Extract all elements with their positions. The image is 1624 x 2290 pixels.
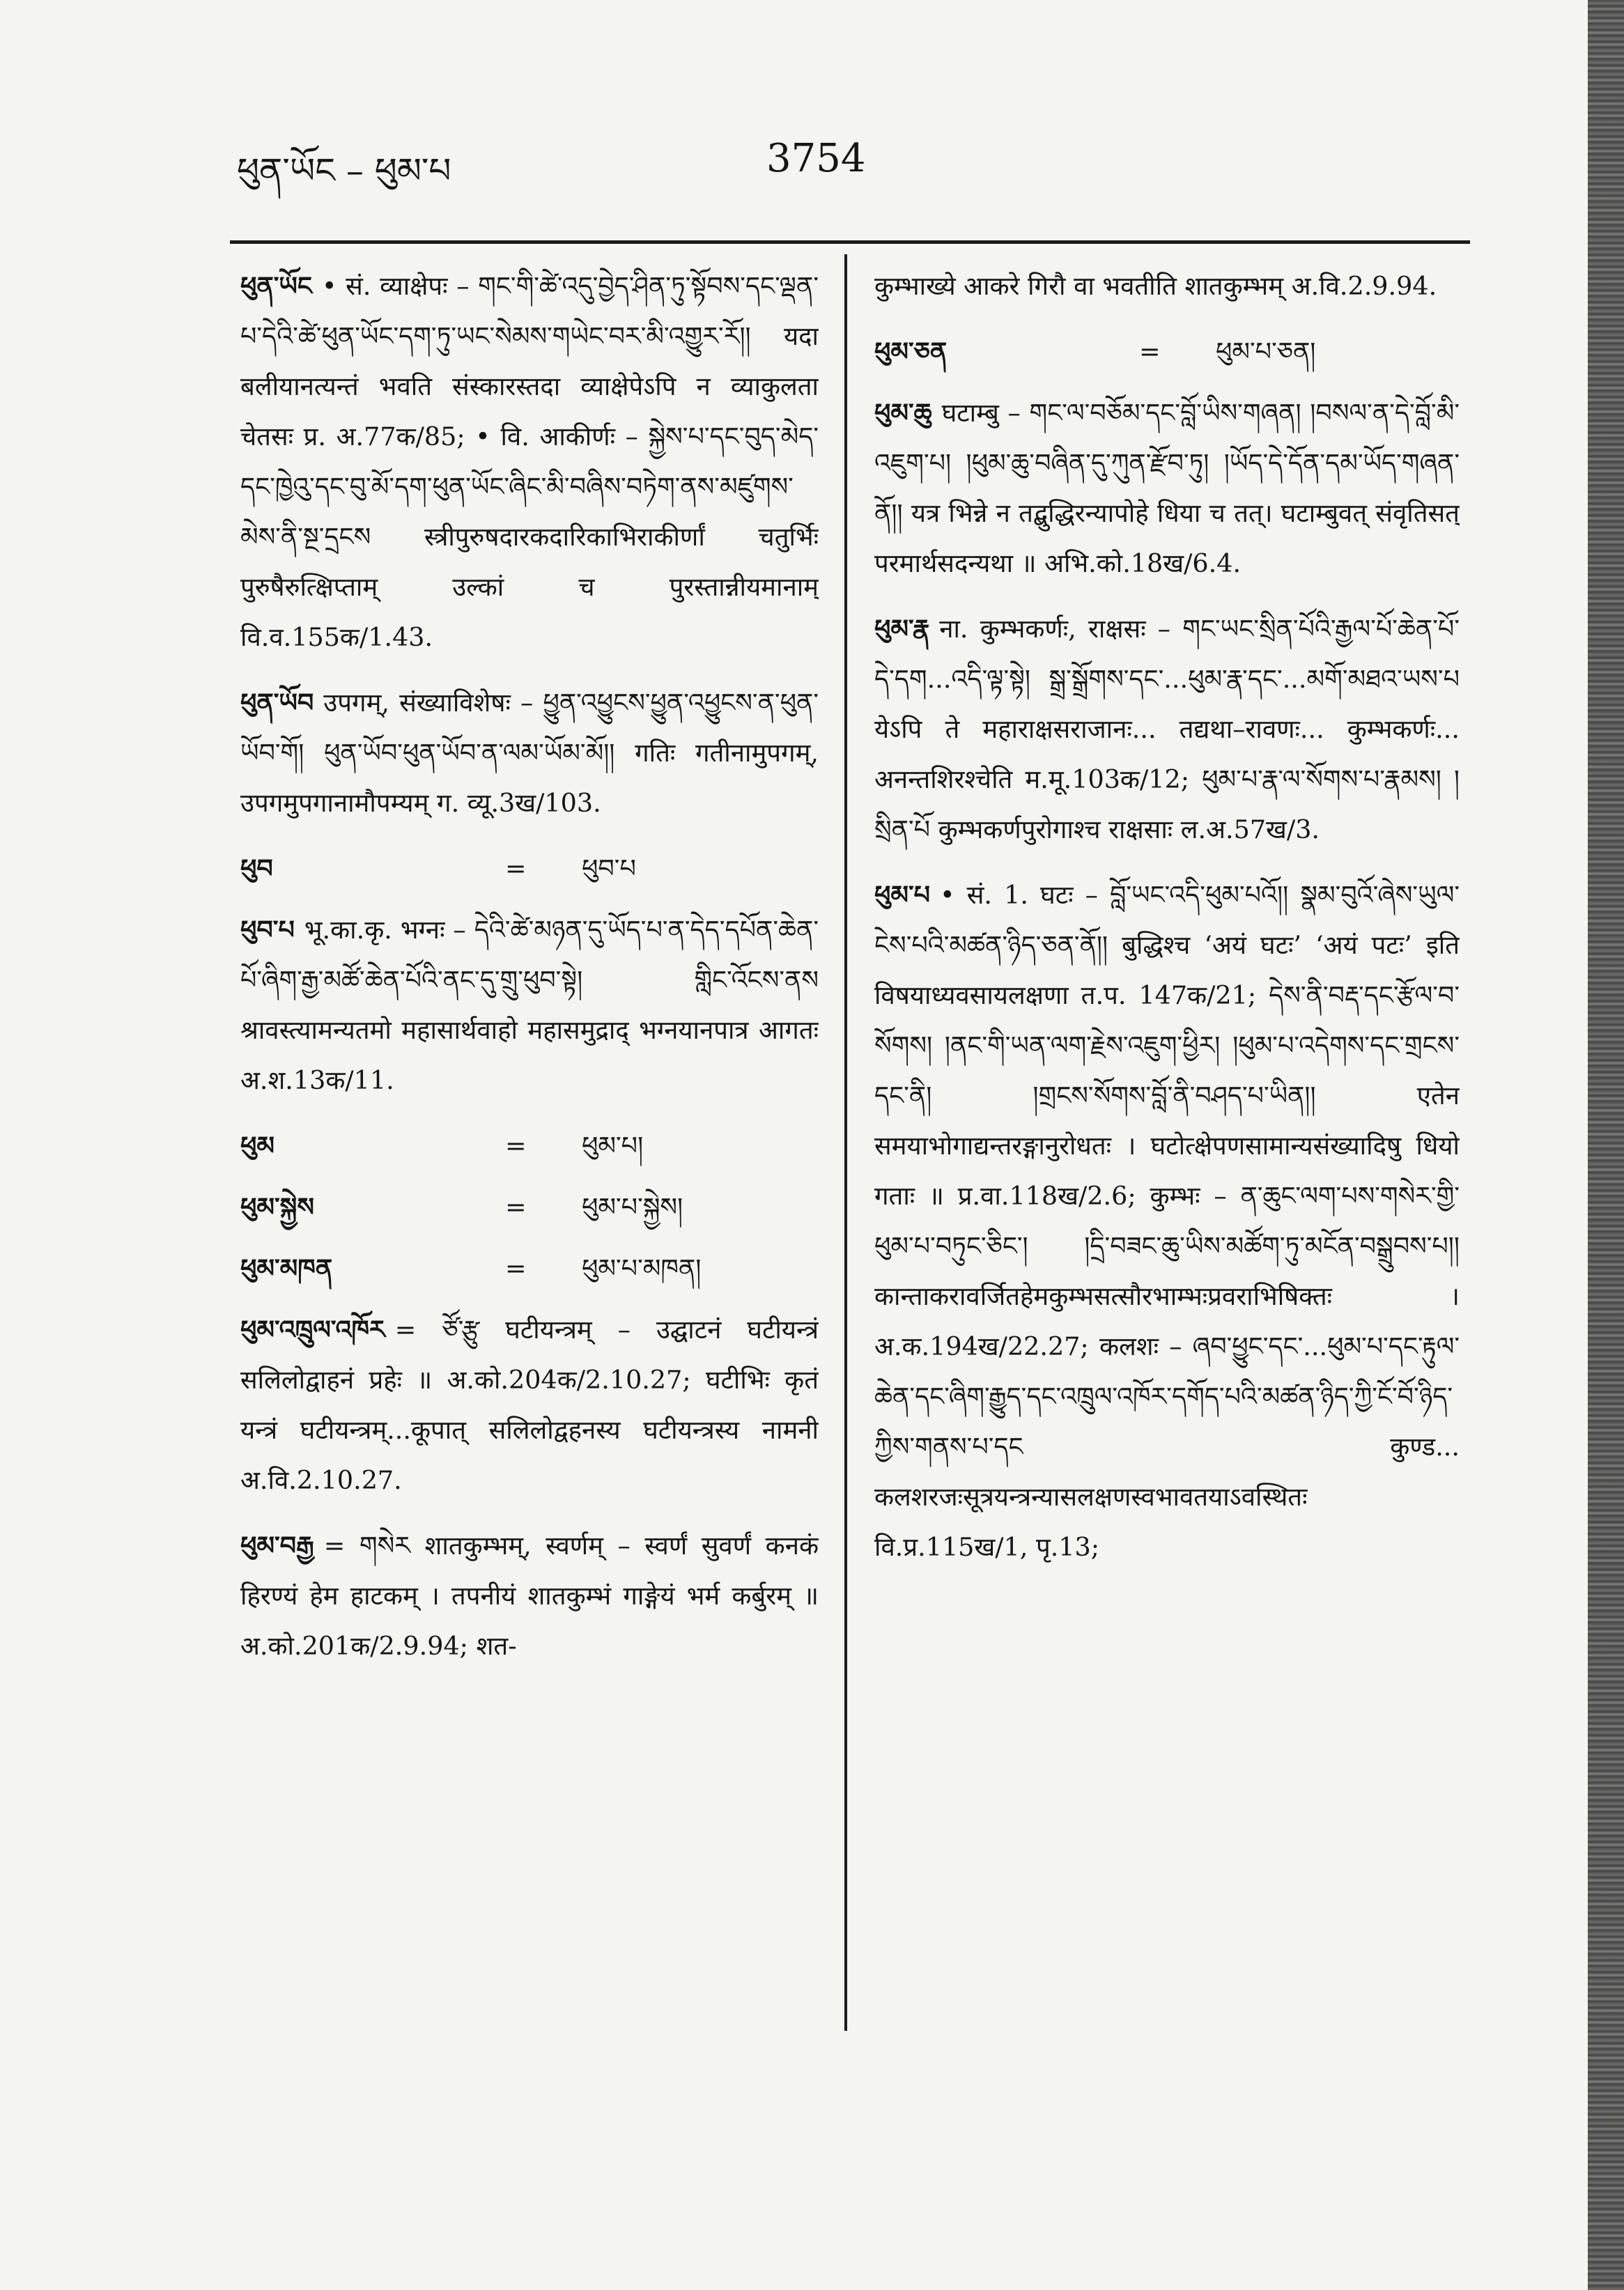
headword: ཕུབ — [240, 853, 273, 883]
dictionary-entry — [240, 261, 819, 663]
headword: ཕུམ་པ — [874, 880, 931, 910]
headword: ཕུམ་བརྒྱ — [240, 1531, 314, 1561]
headword: ཕུམ་སྐྱེས — [240, 1192, 314, 1222]
dictionary-entry — [240, 1521, 819, 1671]
cross-reference-entry — [240, 1121, 819, 1171]
entry-text: • सं. 1. घटः – བློ་ཡང་འདི་ཕུམ་པའོ།། སྣམ་བུའོ་ཞེས་ཡུལ་ངེས་པའི་མཚན་ཉིད་ཅན་ནོ།། बुद्धिश्च ‘अयं घटः’ ‘अयं पटः’ इति विषयाध्यवसायलक्षणा त.प. 147क/21; དེས་ནི་བརྡ་དང་རྩོལ་བ་སོགས། །ནང་གི་ཡན་ལག་རྗེས་འཇུག་ཕྱིར། །ཕུམ་པ་འདེགས་དང་གྲངས་དང་ནི། །གྲངས་སོགས་བློ་ནི་བཤད་པ་ཡིན།། एतेन समयाभोगाद्यन्तरङ्गानुरोधतः । घटोत्क्षेपणसामान्यसंख्यादिषु धियो गताः ॥ प्र.वा.118ख/2.6; कुम्भः – ན་ཆུང་ལག་པས་གསེར་གྱི་ཕུམ་པ་བཏུང་ཅིང་། །དྲི་བཟང་ཆུ་ཡིས་མཚོག་ཏུ་མངོན་བསྒྲུབས་པ།། कान्ताकरावर्जितहेमकुम्भसत्सौरभाम्भःप्रवराभिषिक्तः । अ.क.194ख/22.27; कलशः – ཞབ་ཕྱུང་དང་...ཕུམ་པ་དང་རྟུལ་ཆེན་དང་ཞིག་རྒྱུད་དང་འཁྲུལ་འཁོར་དགོད་པའི་མཚན་ཉིད་ཀྱི་ངོ་བོ་ཉིད་ཀྱིས་གནས་པ་དང कुण्ड... कलशरजःसूत्रयन्त्रन्यासलक्षणस्वभावतयाऽवस्थितः वि.प्र.115ख/1, पृ.13; — [874, 880, 1460, 1562]
entry-text: = གསེར शातकुम्भम्, स्वर्णम् – स्वर्णं सुवर्णं कनकं हिरण्यं हेम हाटकम् । तपनीयं शातकुम्भं गाङ्गेयं भर्म कर्बुरम् ॥ अ.को.201क/2.9.94; शत- — [240, 1531, 819, 1661]
cross-reference-entry — [240, 1244, 819, 1294]
page-number: 3754 — [766, 136, 866, 181]
headword: ཕུན་ཡོབ — [240, 688, 314, 718]
running-header: ཕུན་ཡོང – ཕུམ་པ — [237, 150, 451, 191]
right-column — [874, 261, 1460, 2045]
dictionary-entry — [240, 1305, 819, 1506]
entry-text: • सं. व्याक्षेपः – གང་གི་ཚེ་འདུ་བྱེད་ཤིན་ཏུ་སྟོབས་དང་ལྡན་པ་དེའི་ཚེ་ཕུན་ཡོང་དག་ཏུ་ཡང་སེམས་གཡེང་བར་མི་འགྱུར་རོ།། यदा बलीयानत्यन्तं भवति संस्कारस्तदा व्याक्षेपेऽपि न व्याकुलता चेतसः प्र. अ.77क/85; • वि. आकीर्णः – སྐྱེས་པ་དང་བུད་མེད་དང་ཁྱེའུ་དང་བུ་མོ་དག་ཕུན་ཡོང་ཞིང་མི་བཞིས་བཏེག་ནས་མཛུགས་མེས་ནི་སྔ་དྲངས स्त्रीपुरुषदारकदारिकाभिराकीर्णां चतुर्भिः पुरुषैरुत्क्षिप्ताम् उल्कां च पुरस्तान्नीयमानाम् वि.व.155क/1.43. — [240, 271, 819, 652]
entry-text: घटाम्बु – གང་ལ་བཅོམ་དང་བློ་ཡིས་གཞན། །བསལ་ན་དེ་བློ་མི་འཇུག་པ། །ཕུམ་ཆུ་བཞིན་དུ་ཀུན་རྫོབ་ཏུ། །ཡོད་དེ་དོན་དམ་ཡོད་གཞན་ནོ།། यत्र भिन्ने न तद्बुद्धिरन्यापोहे धिया च तत्। घटाम्बुवत् संवृतिसत् परमार्थसदन्यथा ॥ अभि.को.18ख/6.4. — [874, 398, 1460, 578]
header-rule — [230, 240, 1470, 244]
entry-text: ना. कुम्भकर्णः, राक्षसः – གང་ཡང་སྲིན་པོའི་རྒྱལ་པོ་ཆེན་པོ་དེ་དག...འདི་ལྟ་སྟེ། སྒྲ་སྒྲོགས་དང་...ཕུམ་རྣ་དང་...མགོ་མཐའ་ཡས་པ येऽपि ते महाराक्षसराजानः... तद्यथा–रावणः... कुम्भकर्णः... अनन्तशिरश्चेति म.मू.103क/12; ཕུམ་པ་རྣ་ལ་སོགས་པ་རྣམས། །སྲིན་པོ कुम्भकर्णपुरोगाश्च राक्षसाः ल.अ.57ख/3. — [874, 614, 1460, 844]
equals-sign: = — [505, 1131, 527, 1161]
left-column — [240, 261, 819, 2045]
column-divider — [844, 254, 847, 2031]
dictionary-entry — [874, 388, 1460, 589]
equals-sign: = — [1139, 336, 1161, 366]
headword: ཕུམ — [240, 1131, 275, 1161]
headword: ཕུམ་འཁྲུལ་འཁོར — [240, 1315, 385, 1345]
headword: ཕུམ་རྣ — [874, 614, 930, 644]
headword: ཕུམ་ཅན — [874, 336, 948, 366]
equals-sign: = — [505, 1192, 527, 1222]
headword: ཕུམ་ཆུ — [874, 398, 932, 428]
entry-continuation — [874, 261, 1460, 311]
dictionary-entry — [874, 604, 1460, 855]
cross-reference-target: ཕུམ་པ་ཅན། — [1216, 336, 1316, 366]
entry-text: उपगम्, संख्याविशेषः – ཕྱུན་འཕྱུངས་ཕྱུན་འཕྱུངས་ན་ཕུན་ཡོབ་གོ། ཕུན་ཡོབ་ཕུན་ཡོབ་ན་ལམ་ཡོམ་མོ།། गतिः गतीनामुपगम्, उपगमुपगानामौपम्यम् ग. व्यू.3ख/103. — [240, 688, 819, 818]
cross-reference-entry — [240, 844, 819, 894]
cross-reference-target: ཕུམ་པ། — [582, 1131, 644, 1161]
headword: ཕུབ་པ — [240, 915, 295, 945]
dictionary-entry — [874, 870, 1460, 1572]
dictionary-entry — [240, 905, 819, 1106]
entry-text: = ཙོ་རྩུ घटीयन्त्रम् – उद्घाटनं घटीयन्त्रं सलिलोद्वाहनं प्रहेः ॥ अ.को.204क/2.10.27; घटीभिः कृतं यन्त्रं घटीयन्त्रम्...कूपात् सलिलोद्वहनस्य घटीयन्त्रस्य नामनी अ.वि.2.10.27. — [240, 1315, 819, 1495]
headword: ཕུན་ཡོང — [240, 271, 312, 301]
headword: ཕུམ་མཁན — [240, 1253, 333, 1283]
entry-text: भू.का.कृ. भग्नः – དེའི་ཚེ་མཉན་དུ་ཡོད་པ་ན་དེད་དཔོན་ཆེན་པོ་ཞིག་རྒྱ་མཚོ་ཆེན་པོའི་ནང་དུ་གྲུ་ཕུབ་སྟེ། གླིང་འོངས་ནས श्रावस्त्यामन्यतमो महासार्थवाहो महासमुद्राद् भग्नयानपात्र आगतः अ.श.13क/11. — [240, 915, 819, 1095]
entry-text: कुम्भाख्ये आकरे गिरौ वा भवतीति शातकुम्भम् अ.वि.2.9.94. — [874, 271, 1437, 301]
dictionary-entry — [240, 678, 819, 828]
cross-reference-target: ཕུམ་པ་སྐྱེས། — [582, 1192, 683, 1222]
equals-sign: = — [505, 1253, 527, 1283]
cross-reference-target: ཕུབ་པ — [582, 853, 636, 883]
cross-reference-entry — [874, 327, 1460, 377]
scanned-page-edge — [1588, 0, 1624, 2290]
cross-reference-entry — [240, 1182, 819, 1232]
equals-sign: = — [505, 853, 527, 883]
cross-reference-target: ཕུམ་པ་མཁན། — [582, 1253, 702, 1283]
